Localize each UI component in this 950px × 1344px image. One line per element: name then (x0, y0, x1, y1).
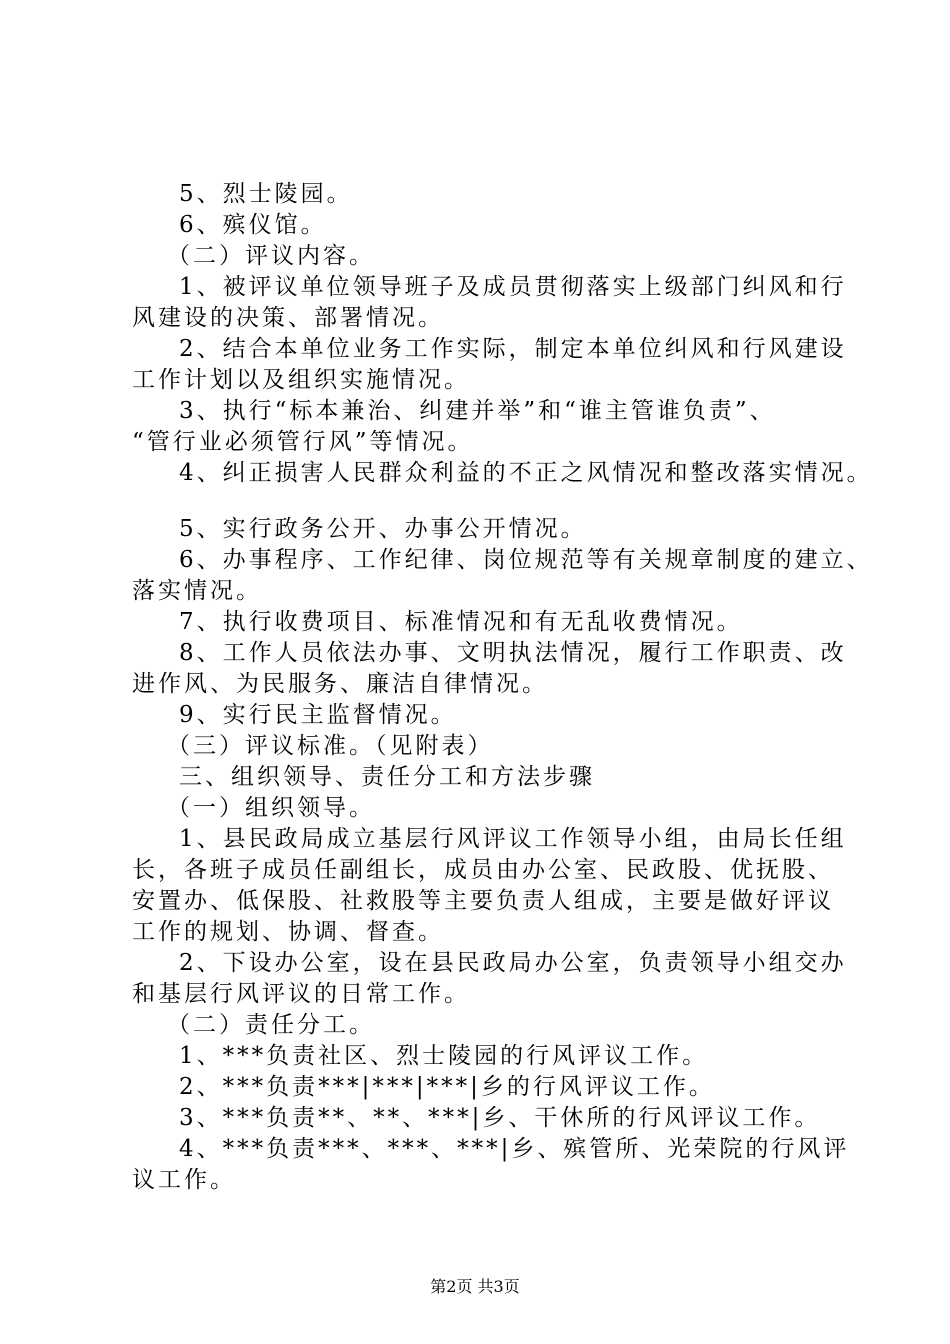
text-line: 9、实行民主监督情况。 (179, 702, 457, 728)
section-heading: （二）责任分工。 (167, 1012, 375, 1038)
section-heading: （二）评议内容。 (167, 243, 375, 269)
text-line: 2、下设办公室，设在县民政局办公室，负责领导小组交办 (179, 950, 847, 976)
text-line: 3、***负责**、**、***|乡、干休所的行风评议工作。 (179, 1105, 821, 1131)
text-line: 7、执行收费项目、标准情况和有无乱收费情况。 (179, 609, 743, 635)
text-line: 6、办事程序、工作纪律、岗位规范等有关规章制度的建立、 (179, 547, 873, 573)
section-heading: （三）评议标准。（见附表） (167, 733, 494, 759)
text-line: 2、***负责***|***|***|乡的行风评议工作。 (179, 1074, 715, 1100)
text-line: 1、***负责社区、烈士陵园的行风评议工作。 (179, 1043, 709, 1069)
section-heading: （一）组织领导。 (167, 795, 375, 821)
text-line: 1、被评议单位领导班子及成员贯彻落实上级部门纠风和行 (179, 274, 847, 300)
text-line: 3、执行“标本兼治、纠建并举”和“谁主管谁负责”、 (179, 398, 776, 424)
text-line: 5、烈士陵园。 (179, 181, 353, 207)
text-line: 安置办、低保股、社救股等主要负责人组成，主要是做好评议 (132, 888, 834, 914)
text-line: 议工作。 (132, 1167, 236, 1193)
text-line: 6、殡仪馆。 (179, 212, 327, 238)
text-line: 和基层行风评议的日常工作。 (132, 981, 470, 1007)
text-line: 进作风、为民服务、廉洁自律情况。 (132, 671, 548, 697)
text-line: 工作计划以及组织实施情况。 (132, 367, 470, 393)
text-line: 2、结合本单位业务工作实际，制定本单位纠风和行风建设 (179, 336, 847, 362)
text-line: 长，各班子成员任副组长，成员由办公室、民政股、优抚股、 (132, 857, 834, 883)
page-footer (0, 1276, 950, 1298)
text-line: 4、纠正损害人民群众利益的不正之风情况和整改落实情况。 (179, 460, 873, 486)
text-line: 落实情况。 (132, 578, 262, 604)
text-line: 风建设的决策、部署情况。 (132, 305, 444, 331)
text-line: 1、县民政局成立基层行风评议工作领导小组，由局长任组 (179, 826, 847, 852)
page-number: 第2页 共3页 (430, 1277, 520, 1296)
text-line: 5、实行政务公开、办事公开情况。 (179, 516, 587, 542)
text-line: “管行业必须管行风”等情况。 (132, 429, 474, 455)
text-line: 工作的规划、协调、督查。 (132, 919, 444, 945)
section-heading: 三、组织领导、责任分工和方法步骤 (179, 764, 595, 790)
text-line: 8、工作人员依法办事、文明执法情况，履行工作职责、改 (179, 640, 847, 666)
text-line: 4、***负责***、***、***|乡、殡管所、光荣院的行风评 (179, 1136, 850, 1162)
